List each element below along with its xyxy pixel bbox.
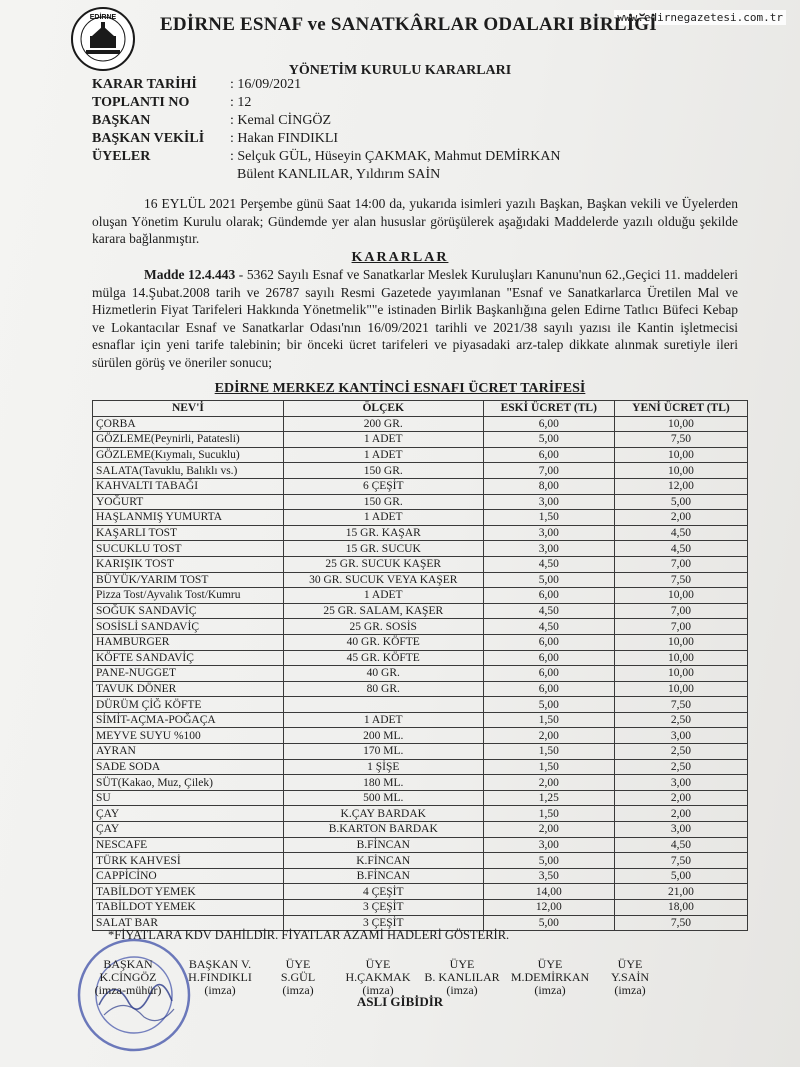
meta-label: BAŞKAN [92, 113, 151, 128]
new-price-cell: 2,50 [614, 759, 747, 775]
signature-role: ÜYE [537, 957, 563, 971]
item-name-cell: KARIŞIK TOST [93, 556, 284, 572]
signature-role: ÜYE [285, 957, 311, 971]
signature-name: M.DEMİRKAN [510, 970, 590, 984]
signature-imza: (imza) [614, 983, 646, 997]
new-price-cell: 18,00 [614, 900, 747, 916]
intro-paragraph: 16 EYLÜL 2021 Perşembe günü Saat 14:00 da, yukarıda isimleri yazılı Başkan, Başkan vekili ve Üyelerden oluşan Yönetim Kurulu olarak; Gündemde yer alan hususlar görüşülerek aşağıdaki Maddelerde yazılı olduğu şekilde karara bağlanmıştır. [92, 196, 738, 246]
item-name-cell: SALATA(Tavuklu, Balıklı vs.) [93, 463, 284, 479]
measure-cell: 1 ADET [283, 510, 483, 526]
old-price-cell: 3,00 [483, 494, 614, 510]
measure-cell: 1 ADET [283, 432, 483, 448]
old-price-cell: 5,00 [483, 915, 614, 931]
old-price-cell: 1,50 [483, 712, 614, 728]
signature-column [83, 958, 173, 997]
old-price-cell: 3,00 [483, 837, 614, 853]
new-price-cell: 4,50 [614, 541, 747, 557]
asli-gibidir: ASLI GİBİDİR [356, 994, 444, 1009]
new-price-cell: 10,00 [614, 666, 747, 682]
old-price-cell: 4,50 [483, 556, 614, 572]
table-row [93, 790, 748, 806]
new-price-cell: 4,50 [614, 837, 747, 853]
signature-role: BAŞKAN V. [188, 957, 252, 971]
old-price-cell: 3,00 [483, 541, 614, 557]
old-price-cell: 8,00 [483, 478, 614, 494]
old-price-cell: 6,00 [483, 588, 614, 604]
signature-name: H.ÇAKMAK [345, 970, 411, 984]
new-price-cell: 21,00 [614, 884, 747, 900]
measure-cell: 30 GR. SUCUK VEYA KAŞER [283, 572, 483, 588]
item-name-cell: TABİLDOT YEMEK [93, 900, 284, 916]
new-price-cell: 10,00 [614, 681, 747, 697]
new-price-cell: 7,50 [614, 572, 747, 588]
new-price-cell: 5,00 [614, 494, 747, 510]
measure-cell: 15 GR. SUCUK [283, 541, 483, 557]
meta-value: : Kemal CİNGÖZ [230, 113, 332, 128]
old-price-cell: 6,00 [483, 681, 614, 697]
signature-column [417, 958, 507, 997]
table-row [93, 837, 748, 853]
old-price-cell: 5,00 [483, 697, 614, 713]
old-price-cell: 5,00 [483, 853, 614, 869]
item-name-cell: AYRAN [93, 744, 284, 760]
madde-text: - 5362 Sayılı Esnaf ve Sanatkarlar Meslek Kuruluşları Kanunu'nun 62.,Geçici 11. maddeleri mülga 14.Şubat.2008 tarih ve 26787 sayılı Resmi Gazetede yayımlanan "Esnaf ve Sanatkarlarca Üretilen Mal ve Hizmetlerin Fiyat Tarifeleri Hakkında Yönetmelik""e istinaden Birlik Başkanlığına gelen Edirne Tatlıcı Büfeci Kebap ve Lokantacılar Esnaf ve Sanatkarlar Odası'nın 16/09/2021 tarihli ve 2021/38 sayılı yazısı ile Kantin işletmecisi esnaflar için yeni tarife talebinin; bir önceki ücret tarifeleri ve piyasadaki arz-talep dikkate alınmak suretiyle ileri sürülen görüş ve öneriler sonucu; [92, 267, 738, 370]
measure-cell: 150 GR. [283, 494, 483, 510]
new-price-cell: 2,00 [614, 510, 747, 526]
new-price-cell: 7,00 [614, 556, 747, 572]
measure-cell: 1 ADET [283, 447, 483, 463]
table-row [93, 884, 748, 900]
old-price-cell: 1,50 [483, 510, 614, 526]
item-name-cell: GÖZLEME(Kıymalı, Sucuklu) [93, 447, 284, 463]
measure-cell: 170 ML. [283, 744, 483, 760]
old-price-cell: 3,00 [483, 525, 614, 541]
new-price-cell: 12,00 [614, 478, 747, 494]
table-row [93, 681, 748, 697]
new-price-cell: 7,50 [614, 697, 747, 713]
signature-imza: (imza) [282, 983, 314, 997]
price-note: *FİYATLARA KDV DAHİLDİR. FİYATLAR AZAMİ HADLERİ GÖSTERİR. [108, 928, 510, 942]
measure-cell: 80 GR. [283, 681, 483, 697]
measure-cell: 1 ADET [283, 588, 483, 604]
new-price-cell: 5,00 [614, 868, 747, 884]
item-name-cell: SİMİT-AÇMA-POĞAÇA [93, 712, 284, 728]
measure-cell: 6 ÇEŞİT [283, 478, 483, 494]
new-price-cell: 10,00 [614, 634, 747, 650]
signature-name: K.CİNGÖZ [99, 970, 157, 984]
measure-cell: K.ÇAY BARDAK [283, 806, 483, 822]
table-row [93, 744, 748, 760]
new-price-cell: 3,00 [614, 775, 747, 791]
measure-cell: 180 ML. [283, 775, 483, 791]
watermark-url: www.edirnegazetesi.com.tr [614, 10, 786, 25]
old-price-cell: 6,00 [483, 634, 614, 650]
old-price-cell: 6,00 [483, 447, 614, 463]
item-name-cell: TÜRK KAHVESİ [93, 853, 284, 869]
item-name-cell: CAPPİCİNO [93, 868, 284, 884]
table-row [93, 478, 748, 494]
new-price-cell: 7,50 [614, 432, 747, 448]
column-header: YENİ ÜCRET (TL) [614, 401, 747, 417]
old-price-cell: 6,00 [483, 666, 614, 682]
old-price-cell: 1,25 [483, 790, 614, 806]
item-name-cell: SADE SODA [93, 759, 284, 775]
table-row [93, 432, 748, 448]
old-price-cell: 7,00 [483, 463, 614, 479]
item-name-cell: KÖFTE SANDAVİÇ [93, 650, 284, 666]
measure-cell: 150 GR. [283, 463, 483, 479]
item-name-cell: Pizza Tost/Ayvalık Tost/Kumru [93, 588, 284, 604]
table-row [93, 822, 748, 838]
measure-cell: 25 GR. SUCUK KAŞER [283, 556, 483, 572]
table-row [93, 510, 748, 526]
table-row [93, 634, 748, 650]
measure-cell: 200 ML. [283, 728, 483, 744]
item-name-cell: ÇORBA [93, 416, 284, 432]
new-price-cell: 10,00 [614, 650, 747, 666]
new-price-cell: 2,00 [614, 790, 747, 806]
measure-cell: B.FİNCAN [283, 868, 483, 884]
measure-cell: 3 ÇEŞİT [283, 915, 483, 931]
signature-name: Y.SAİN [610, 970, 650, 984]
measure-cell: 45 GR. KÖFTE [283, 650, 483, 666]
meta-label: KARAR TARİHİ [92, 77, 197, 92]
item-name-cell: HAŞLANMIŞ YUMURTA [93, 510, 284, 526]
measure-cell: 200 GR. [283, 416, 483, 432]
measure-cell: 500 ML. [283, 790, 483, 806]
signature-column [505, 958, 595, 997]
signature-imza: (imza-mühür) [94, 983, 162, 997]
table-row [93, 603, 748, 619]
signature-role: ÜYE [449, 957, 475, 971]
signature-imza: (imza) [534, 983, 566, 997]
measure-cell [283, 697, 483, 713]
table-header-row [93, 401, 748, 417]
meeting-meta [92, 76, 561, 184]
signature-role: ÜYE [617, 957, 643, 971]
document-subtitle: YÖNETİM KURULU KARARLARI [288, 63, 512, 78]
madde-label: Madde 12.4.443 [144, 267, 236, 282]
table-row [93, 712, 748, 728]
measure-cell: 40 GR. KÖFTE [283, 634, 483, 650]
signature-column [175, 958, 265, 997]
item-name-cell: ÇAY [93, 806, 284, 822]
signature-role: BAŞKAN [103, 957, 153, 971]
old-price-cell: 2,00 [483, 775, 614, 791]
meta-value: : Selçuk GÜL, Hüseyin ÇAKMAK, Mahmut DEMİRKAN [230, 149, 561, 164]
signature-column [333, 958, 423, 997]
column-header: ESKİ ÜCRET (TL) [483, 401, 614, 417]
new-price-cell: 3,00 [614, 822, 747, 838]
item-name-cell: MEYVE SUYU %100 [93, 728, 284, 744]
new-price-cell: 2,00 [614, 806, 747, 822]
table-row [93, 868, 748, 884]
measure-cell: 15 GR. KAŞAR [283, 525, 483, 541]
old-price-cell: 14,00 [483, 884, 614, 900]
new-price-cell: 7,50 [614, 853, 747, 869]
table-row [93, 525, 748, 541]
old-price-cell: 2,00 [483, 728, 614, 744]
item-name-cell: SOĞUK SANDAVİÇ [93, 603, 284, 619]
measure-cell: 3 ÇEŞİT [283, 900, 483, 916]
table-row [93, 572, 748, 588]
item-name-cell: NESCAFE [93, 837, 284, 853]
new-price-cell: 10,00 [614, 463, 747, 479]
signature-imza: (imza) [446, 983, 478, 997]
old-price-cell: 6,00 [483, 416, 614, 432]
new-price-cell: 7,00 [614, 619, 747, 635]
logo-text: EDİRNE [89, 14, 117, 21]
old-price-cell: 12,00 [483, 900, 614, 916]
table-row [93, 900, 748, 916]
table-title: EDİRNE MERKEZ KANTİNCİ ESNAFI ÜCRET TARİFESİ [214, 381, 586, 396]
header-title: EDİRNE ESNAF ve SANATKÂRLAR ODALARI BİRLİĞİ [160, 14, 657, 35]
item-name-cell: SALAT BAR [93, 915, 284, 931]
measure-cell: 40 GR. [283, 666, 483, 682]
table-row [93, 806, 748, 822]
price-table [92, 400, 748, 931]
new-price-cell: 10,00 [614, 588, 747, 604]
table-row [93, 759, 748, 775]
old-price-cell: 1,50 [483, 806, 614, 822]
signature-column [253, 958, 343, 997]
item-name-cell: HAMBURGER [93, 634, 284, 650]
meta-label: ÜYELER [92, 149, 151, 164]
table-row [93, 697, 748, 713]
item-name-cell: TABİLDOT YEMEK [93, 884, 284, 900]
new-price-cell: 7,00 [614, 603, 747, 619]
table-row [93, 666, 748, 682]
measure-cell: K.FİNCAN [283, 853, 483, 869]
meta-value: : Hakan FINDIKLI [230, 131, 339, 146]
old-price-cell: 1,50 [483, 744, 614, 760]
old-price-cell: 2,00 [483, 822, 614, 838]
measure-cell: B.KARTON BARDAK [283, 822, 483, 838]
item-name-cell: KAŞARLI TOST [93, 525, 284, 541]
item-name-cell: TAVUK DÖNER [93, 681, 284, 697]
item-name-cell: SOSİSLİ SANDAVİÇ [93, 619, 284, 635]
table-row [93, 775, 748, 791]
table-row [93, 728, 748, 744]
old-price-cell: 5,00 [483, 432, 614, 448]
measure-cell: 25 GR. SALAM, KAŞER [283, 603, 483, 619]
item-name-cell: BÜYÜK/YARIM TOST [93, 572, 284, 588]
new-price-cell: 4,50 [614, 525, 747, 541]
new-price-cell: 10,00 [614, 416, 747, 432]
measure-cell: B.FİNCAN [283, 837, 483, 853]
meta-label: BAŞKAN VEKİLİ [92, 131, 205, 146]
signature-name: S.GÜL [280, 970, 316, 984]
new-price-cell: 2,50 [614, 712, 747, 728]
madde-paragraph [92, 266, 738, 371]
new-price-cell: 7,50 [614, 915, 747, 931]
signature-imza: (imza) [362, 983, 394, 997]
meta-label: TOPLANTI NO [92, 95, 190, 110]
measure-cell: 25 GR. SOSİS [283, 619, 483, 635]
table-row [93, 650, 748, 666]
measure-cell: 1 ADET [283, 712, 483, 728]
signature-column [585, 958, 675, 997]
old-price-cell: 1,50 [483, 759, 614, 775]
table-row [93, 588, 748, 604]
signature-name: B. KANLILAR [424, 970, 500, 984]
new-price-cell: 10,00 [614, 447, 747, 463]
old-price-cell: 3,50 [483, 868, 614, 884]
meta-value: : 12 [230, 95, 252, 110]
new-price-cell: 3,00 [614, 728, 747, 744]
table-row [93, 463, 748, 479]
item-name-cell: YOĞURT [93, 494, 284, 510]
old-price-cell: 5,00 [483, 572, 614, 588]
signature-name: H.FINDIKLI [188, 970, 252, 984]
meta-value: : 16/09/2021 [230, 77, 302, 92]
item-name-cell: SU [93, 790, 284, 806]
measure-cell: 4 ÇEŞİT [283, 884, 483, 900]
old-price-cell: 6,00 [483, 650, 614, 666]
column-header: ÖLÇEK [283, 401, 483, 417]
table-row [93, 619, 748, 635]
item-name-cell: PANE-NUGGET [93, 666, 284, 682]
measure-cell: 1 ŞİŞE [283, 759, 483, 775]
table-row [93, 416, 748, 432]
item-name-cell: DÜRÜM ÇİĞ KÖFTE [93, 697, 284, 713]
item-name-cell: GÖZLEME(Peynirli, Patatesli) [93, 432, 284, 448]
table-row [93, 494, 748, 510]
table-row [93, 541, 748, 557]
item-name-cell: KAHVALTI TABAĞI [93, 478, 284, 494]
signature-role: ÜYE [365, 957, 391, 971]
new-price-cell: 2,50 [614, 744, 747, 760]
meta-value: Bülent KANLILAR, Yıldırım SAİN [237, 167, 441, 182]
old-price-cell: 4,50 [483, 603, 614, 619]
item-name-cell: SÜT(Kakao, Muz, Çilek) [93, 775, 284, 791]
signature-imza: (imza) [204, 983, 236, 997]
item-name-cell: SUCUKLU TOST [93, 541, 284, 557]
table-row [93, 556, 748, 572]
kararlar-heading: KARARLAR [351, 250, 449, 265]
table-row [93, 447, 748, 463]
column-header: NEV'İ [93, 401, 284, 417]
table-row [93, 853, 748, 869]
old-price-cell: 4,50 [483, 619, 614, 635]
item-name-cell: ÇAY [93, 822, 284, 838]
